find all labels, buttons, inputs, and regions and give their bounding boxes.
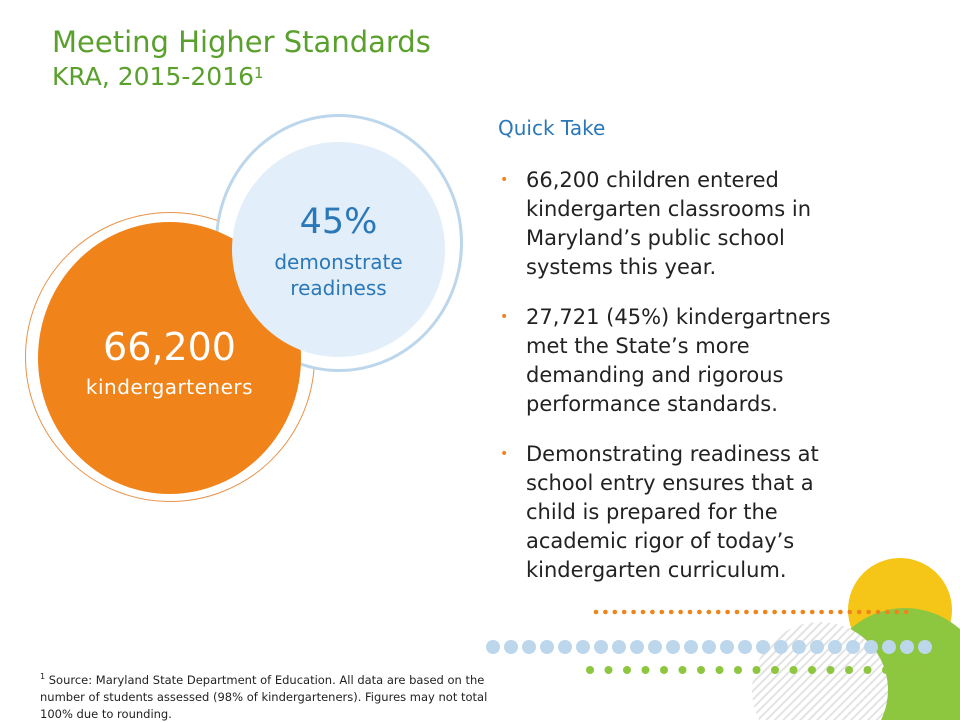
- decorative-dot: [720, 640, 734, 654]
- decorative-dot: [876, 610, 881, 615]
- decorative-dot: [829, 610, 834, 615]
- decorative-dot: [918, 640, 932, 654]
- decorative-dot: [790, 666, 798, 674]
- list-item: [500, 303, 860, 419]
- decorative-dot: [605, 666, 613, 674]
- bullet-icon: •: [500, 172, 509, 188]
- decorative-dot: [864, 640, 878, 654]
- decorative-dot: [660, 666, 668, 674]
- decorative-dot: [702, 640, 716, 654]
- decorative-dot: [734, 666, 742, 674]
- source-footnote: [40, 668, 570, 723]
- quick-take-list: [500, 166, 860, 606]
- decorative-dot: [882, 640, 896, 654]
- decorative-dot: [707, 610, 712, 615]
- decorative-dot: [763, 610, 768, 615]
- decorative-dot: [791, 610, 796, 615]
- page-title: Meeting Higher Standards: [52, 25, 431, 59]
- decorative-dot: [650, 610, 655, 615]
- decorative-dot: [885, 610, 890, 615]
- decorative-dot: [576, 640, 590, 654]
- list-item: [500, 166, 860, 282]
- decorative-dot: [845, 666, 853, 674]
- decorative-dot: [782, 610, 787, 615]
- decorative-dot: [771, 666, 779, 674]
- bullet-line: Maryland’s public school: [526, 226, 785, 250]
- decorative-dot: [801, 610, 806, 615]
- subtitle-footnote-mark: 1: [254, 64, 264, 82]
- bullet-line: met the State’s more: [526, 334, 750, 358]
- decorative-dot: [522, 640, 536, 654]
- bullet-line: school entry ensures that a: [526, 471, 814, 495]
- decorative-dot: [684, 640, 698, 654]
- decorative-dot: [735, 610, 740, 615]
- decorative-dot: [641, 610, 646, 615]
- decorative-dot: [810, 610, 815, 615]
- decorative-dot: [882, 666, 890, 674]
- decorative-dot: [900, 640, 914, 654]
- footnote-mark: 1: [40, 672, 46, 681]
- decorative-dot: [504, 640, 518, 654]
- decorative-dot: [486, 640, 500, 654]
- decorative-dot: [623, 666, 631, 674]
- bullet-line: 66,200 children entered: [526, 168, 779, 192]
- decorative-dot: [669, 610, 674, 615]
- decorative-dot: [838, 610, 843, 615]
- decorative-dot: [738, 640, 752, 654]
- kindergarteners-label: kindergarteners: [85, 375, 254, 399]
- decorative-dot: [613, 610, 618, 615]
- decorative-dot: [603, 610, 608, 615]
- footnote-line: 100% due to rounding.: [40, 706, 172, 721]
- decorative-dot: [716, 610, 721, 615]
- decorative-dot: [772, 610, 777, 615]
- decorative-dot: [540, 640, 554, 654]
- decorative-dot: [754, 610, 759, 615]
- footnote-line: Source: Maryland State Department of Education. All data are based on the: [48, 672, 485, 687]
- decorative-dot: [666, 640, 680, 654]
- decorative-dot: [753, 666, 761, 674]
- bullet-line: systems this year.: [526, 255, 717, 279]
- bullet-line: 27,721 (45%) kindergartners: [526, 305, 831, 329]
- decorative-dot: [828, 640, 842, 654]
- decorative-dot: [631, 610, 636, 615]
- decorative-dot: [716, 666, 724, 674]
- decorative-dot: [648, 640, 662, 654]
- decorative-dot: [864, 666, 872, 674]
- quick-take-title: Quick Take: [498, 116, 606, 140]
- decorative-dot: [594, 640, 608, 654]
- subtitle-text: KRA, 2015-2016: [52, 62, 255, 91]
- bullet-line: kindergarten classrooms in: [526, 197, 812, 221]
- decorative-dot: [697, 610, 702, 615]
- decorative-dot: [774, 640, 788, 654]
- footnote-line: number of students assessed (98% of kindergarteners). Figures may not total: [40, 689, 488, 704]
- page-subtitle: [52, 62, 264, 92]
- decorative-dot: [688, 610, 693, 615]
- decorative-dot: [895, 610, 900, 615]
- readiness-percent: 45%: [299, 202, 378, 242]
- decorative-dot: [678, 610, 683, 615]
- bullet-line: Demonstrating readiness at: [526, 442, 819, 466]
- bullet-line: performance standards.: [526, 392, 778, 416]
- decorative-dot: [622, 610, 627, 615]
- readiness-label-line1: demonstrate: [274, 250, 403, 274]
- decorative-dot: [810, 640, 824, 654]
- decorative-dot: [857, 610, 862, 615]
- decorative-dot: [630, 640, 644, 654]
- bullet-line: kindergarten curriculum.: [526, 558, 787, 582]
- bullet-icon: •: [500, 309, 509, 325]
- decorative-dot: [594, 610, 599, 615]
- decorative-dot: [756, 640, 770, 654]
- decorative-dot: [679, 666, 687, 674]
- decorative-dot: [846, 640, 860, 654]
- decorative-dot: [904, 610, 909, 615]
- bullet-line: academic rigor of today’s: [526, 529, 795, 553]
- decorative-dot: [642, 666, 650, 674]
- decorative-dot: [919, 666, 927, 674]
- decorative-dot: [808, 666, 816, 674]
- decorative-dot: [819, 610, 824, 615]
- kindergarteners-count: 66,200: [103, 325, 236, 369]
- decorative-dot: [697, 666, 705, 674]
- decorative-dot: [938, 666, 946, 674]
- decorative-dot: [612, 640, 626, 654]
- decorative-dot: [558, 640, 572, 654]
- decorative-dot: [866, 610, 871, 615]
- decorative-dot: [744, 610, 749, 615]
- decorative-dot: [901, 666, 909, 674]
- bullet-line: demanding and rigorous: [526, 363, 784, 387]
- decorative-dot: [848, 610, 853, 615]
- decorative-dot: [827, 666, 835, 674]
- decorative-dot: [586, 666, 594, 674]
- readiness-label-line2: readiness: [290, 276, 387, 300]
- bullet-line: child is prepared for the: [526, 500, 778, 524]
- bullet-icon: •: [500, 446, 509, 462]
- decorative-dot: [792, 640, 806, 654]
- decorative-dot: [725, 610, 730, 615]
- list-item: [500, 440, 860, 585]
- readiness-circle: [232, 142, 445, 357]
- decorative-dot: [660, 610, 665, 615]
